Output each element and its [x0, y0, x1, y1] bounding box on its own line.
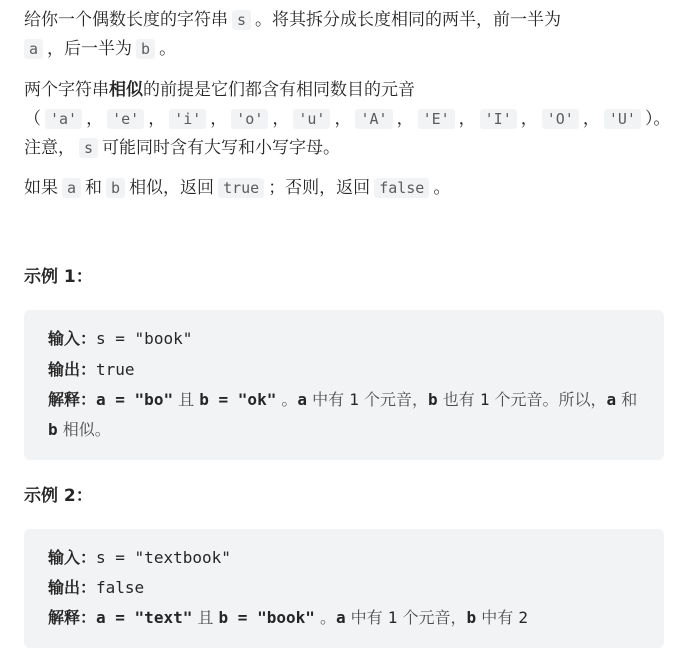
output-value: true — [96, 359, 135, 379]
intro-text-1: 给你一个偶数长度的字符串 — [24, 10, 228, 30]
explain-text: 。 — [314, 608, 336, 628]
return-text-4: ；否则，返回 — [268, 178, 371, 199]
explain-code: a — [606, 390, 617, 410]
code-a: a — [62, 178, 81, 198]
vowel-code: 'I' — [480, 109, 517, 129]
example-1-block — [24, 310, 664, 460]
code-false: false — [374, 178, 429, 198]
explain-text: 个元音。所以， — [489, 390, 607, 410]
example-1-input — [48, 324, 640, 354]
vowel-code: 'e' — [107, 109, 144, 129]
example-2-explanation — [48, 603, 640, 633]
vowel-code: 'O' — [542, 109, 579, 129]
example-1-output — [48, 355, 640, 385]
return-text-5: 。 — [433, 178, 451, 199]
explain-code: b — [466, 608, 477, 628]
intro-text-4: 。 — [159, 38, 177, 59]
explain-number: 2 — [518, 608, 528, 628]
code-b: b — [136, 39, 155, 59]
explain-code: b = "ok" — [199, 390, 277, 410]
example-2-block — [24, 529, 664, 648]
explain-code: a — [297, 390, 308, 410]
similar-text-1: 两个字符串 — [24, 79, 109, 100]
explain-number: 1 — [387, 608, 398, 628]
explain-label: 解释： — [48, 608, 97, 628]
return-text-2: 和 — [85, 178, 103, 199]
explain-text: 。 — [276, 390, 298, 410]
explain-text: 和 — [616, 390, 638, 410]
paragraph-return — [24, 174, 664, 203]
explain-text: 相似。 — [57, 420, 111, 440]
similar-bold: 相似 — [109, 79, 143, 100]
explain-code: a = "bo" — [96, 390, 174, 410]
explain-text: 个元音， — [397, 608, 467, 628]
vowel-sep: ， — [334, 108, 352, 129]
vowel-sep: ， — [148, 108, 166, 129]
explain-text: 且 — [192, 608, 219, 628]
vowel-code: 'E' — [418, 109, 455, 129]
code-s: s — [232, 10, 251, 30]
vowel-code: 'o' — [231, 109, 268, 129]
vowel-open: （ — [24, 108, 41, 129]
vowel-code: 'u' — [293, 109, 330, 129]
vowel-code: 'U' — [604, 109, 641, 129]
intro-text-3: ，后一半为 — [47, 38, 133, 59]
explain-number: 1 — [479, 390, 490, 410]
similar-text-2: 的前提是它们都含有相同数目的元音 — [143, 79, 415, 100]
input-label: 输入： — [48, 547, 97, 567]
explain-text: 中有 — [345, 608, 388, 628]
vowel-sep: ， — [396, 108, 414, 129]
input-value: s = "book" — [96, 329, 193, 349]
vowel-close: ）。 — [644, 108, 671, 129]
vowel-sep: ， — [210, 108, 228, 129]
vowel-code: 'a' — [45, 109, 82, 129]
explain-code: a = "text" — [96, 608, 193, 628]
code-s: s — [79, 138, 98, 158]
vowel-sep: ， — [520, 108, 538, 129]
example-2-title: 示例 2： — [24, 485, 93, 506]
vowel-list — [24, 109, 670, 129]
explain-code: b — [427, 390, 438, 410]
example-2-input — [48, 543, 640, 573]
return-text-1: 如果 — [24, 178, 58, 199]
explain-text: 且 — [173, 390, 200, 410]
code-true: true — [218, 178, 264, 198]
intro-text-2: 。将其拆分成长度相同的两半，前一半为 — [255, 10, 562, 30]
note-text-1: 注意， — [24, 137, 75, 158]
note-text-2: 可能同时含有大写和小写字母。 — [102, 137, 341, 158]
vowel-sep: ， — [458, 108, 476, 129]
code-b: b — [106, 178, 125, 198]
explain-text: 个元音， — [358, 390, 428, 410]
paragraph-intro — [24, 6, 664, 64]
explain-number: 1 — [349, 390, 359, 410]
return-text-3: 相似，返回 — [129, 178, 215, 199]
vowel-sep: ， — [582, 108, 600, 129]
explain-text: 也有 — [437, 390, 480, 410]
explain-label: 解释： — [48, 390, 97, 410]
code-a: a — [24, 39, 43, 59]
example-1-explanation — [48, 385, 640, 446]
input-label: 输入： — [48, 329, 97, 349]
explain-code: b — [48, 420, 58, 440]
explain-text: 中有 — [476, 608, 519, 628]
output-value: false — [96, 578, 145, 598]
input-value: s = "textbook" — [96, 547, 231, 567]
paragraph-similar — [24, 76, 671, 163]
example-2-output — [48, 573, 640, 603]
spacer — [24, 215, 664, 263]
vowel-sep: ， — [272, 108, 290, 129]
output-label: 输出： — [48, 359, 97, 379]
output-label: 输出： — [48, 578, 97, 598]
vowel-sep: ， — [86, 108, 104, 129]
explain-code: a — [335, 608, 346, 628]
vowel-code: 'i' — [169, 109, 206, 129]
vowel-code: 'A' — [355, 109, 392, 129]
explain-text: 中有 — [307, 390, 350, 410]
explain-code: b = "book" — [218, 608, 315, 628]
example-1-title: 示例 1： — [24, 267, 93, 288]
